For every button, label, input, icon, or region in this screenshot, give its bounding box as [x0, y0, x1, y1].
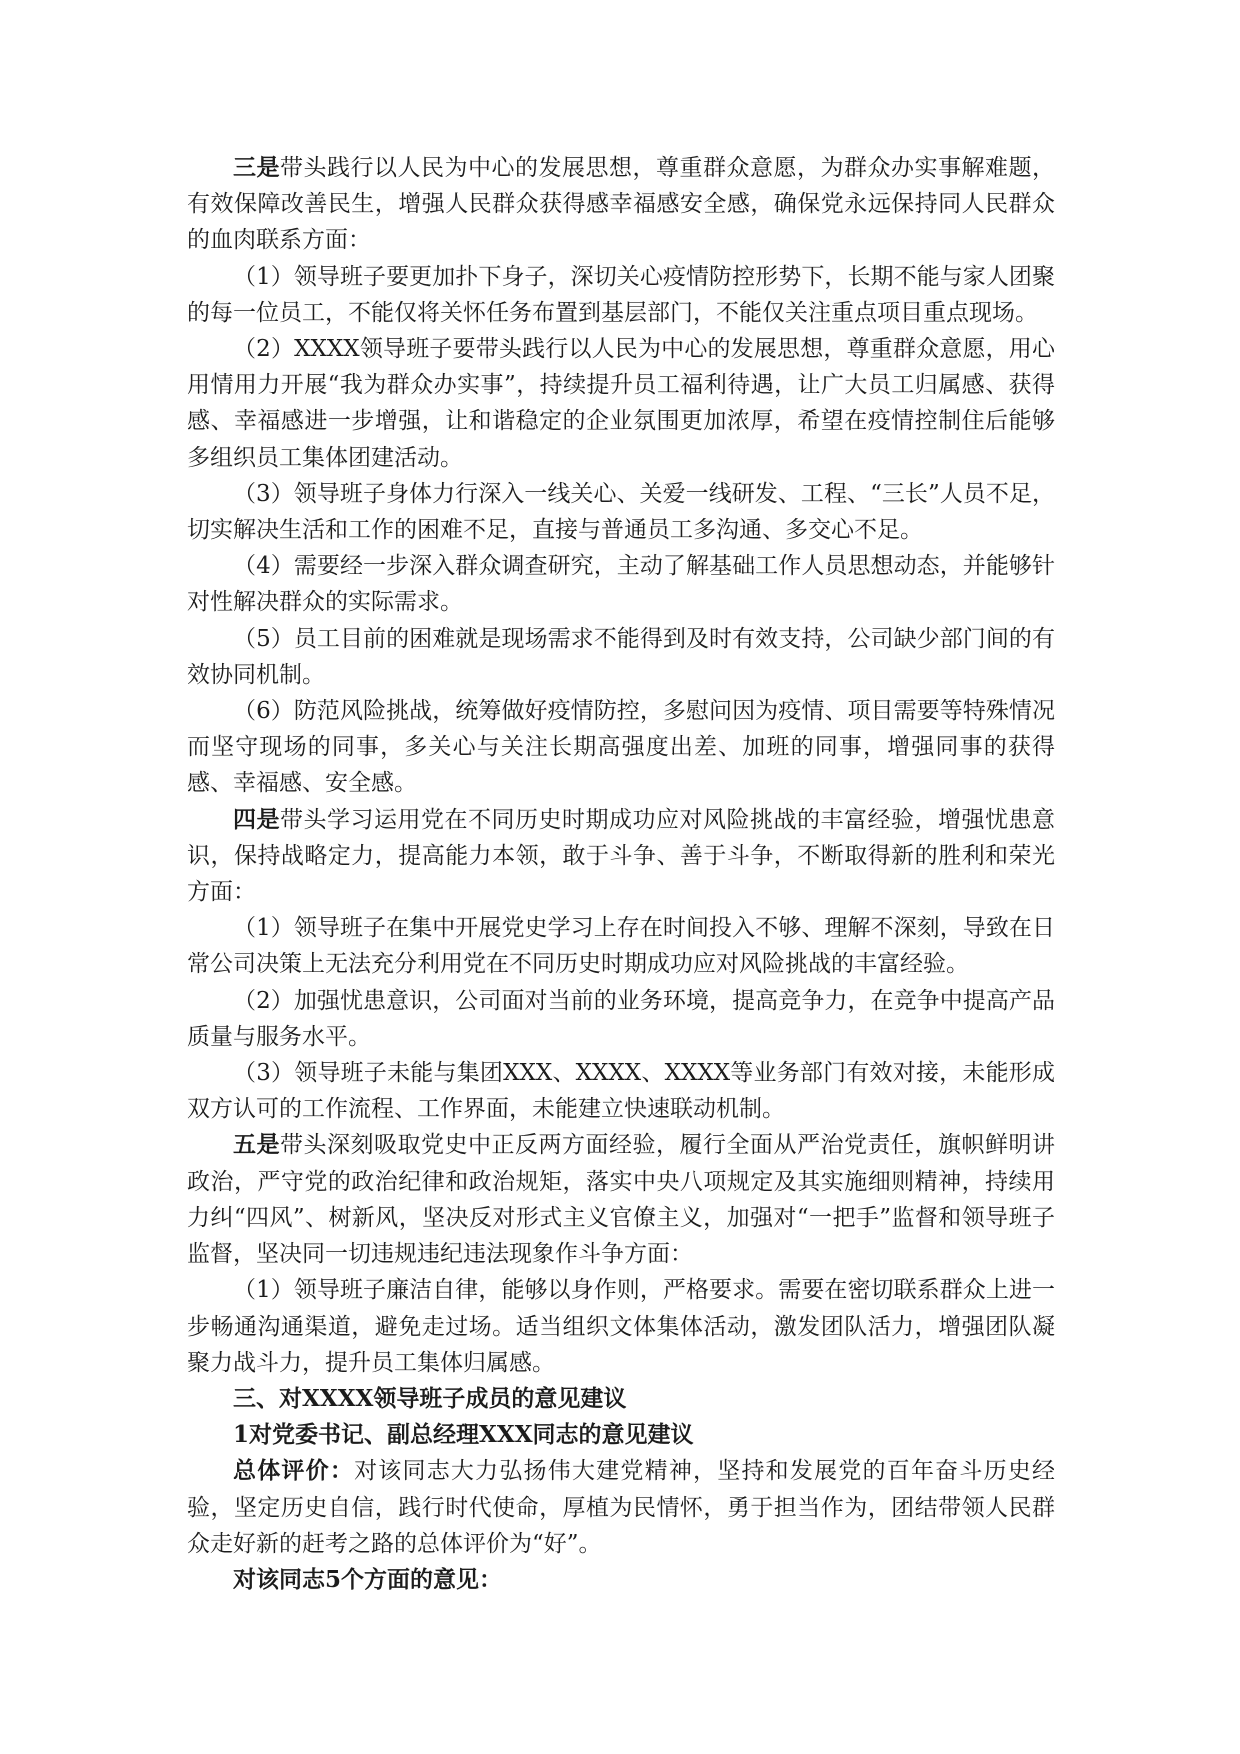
paragraph-item — [187, 1272, 1055, 1381]
paragraph-text: 带头践行以人民为中心的发展思想，尊重群众意愿，为群众办实事解难题，有效保障改善民生，增强人民群众获得感幸福感安全感，确保党永远保持同人民群众的血肉联系方面： — [187, 155, 1055, 254]
paragraph-item — [187, 621, 1055, 693]
paragraph-point-three — [187, 150, 1055, 259]
paragraph-text: （1）领导班子在集中开展党史学习上存在时间投入不够、理解不深刻，导致在日常公司决策上无法充分利用党在不同历史时期成功应对风险挑战的丰富经验。 — [187, 915, 1055, 978]
paragraph-text: 带头学习运用党在不同历史时期成功应对风险挑战的丰富经验，增强忧患意识，保持战略定力，提高能力本领，敢于斗争、善于斗争，不断取得新的胜利和荣光方面： — [187, 806, 1055, 906]
paragraph-item — [187, 910, 1055, 982]
section-heading: 三、对XXXX领导班子成员的意见建议 — [233, 1384, 627, 1412]
closing-heading: 对该同志5个方面的意见： — [233, 1565, 503, 1593]
paragraph-lead: 四是 — [233, 805, 280, 833]
paragraph-item — [187, 548, 1055, 620]
paragraph-text: （3）领导班子身体力行深入一线关心、关爱一线研发、工程、“三长”人员不足，切实解决生活和工作的困难不足，直接与普通员工多沟通、多交心不足。 — [187, 480, 1055, 544]
paragraph-item — [187, 331, 1055, 476]
paragraph-item — [187, 476, 1055, 548]
paragraph-text: （3）领导班子未能与集团XXX、XXXX、XXXX等业务部门有效对接，未能形成双方认可的工作流程、工作界面，未能建立快速联动机制。 — [187, 1060, 1055, 1123]
paragraph-item — [187, 1055, 1055, 1127]
evaluation-lead: 总体评价： — [233, 1457, 355, 1485]
evaluation-text: 对该同志大力弘扬伟大建党精神，坚持和发展党的百年奋斗历史经验，坚定历史自信，践行时代使命，厚植为民情怀，勇于担当作为，团结带领人民群众走好新的赶考之路的总体评价为“好”。 — [187, 1458, 1056, 1557]
paragraph-text: （4）需要经一步深入群众调查研究，主动了解基础工作人员思想动态，并能够针对性解决群众的实际需求。 — [187, 553, 1055, 616]
paragraph-item — [187, 259, 1055, 331]
paragraph-text: （6）防范风险挑战，统筹做好疫情防控，多慰问因为疫情、项目需要等特殊情况而坚守现场的同事，多关心与关注长期高强度出差、加班的同事，增强同事的获得感、幸福感、安全感。 — [187, 698, 1055, 797]
paragraph-point-four — [187, 802, 1055, 911]
paragraph-lead: 五是 — [233, 1131, 280, 1159]
sub-heading: 1对党委书记、副总经理XXX同志的意见建议 — [233, 1421, 694, 1449]
paragraph-item — [187, 983, 1055, 1055]
evaluation-paragraph — [187, 1453, 1055, 1562]
paragraph-text: （1）领导班子要更加扑下身子，深切关心疫情防控形势下，长期不能与家人团聚的每一位员工，不能仅将关怀任务布置到基层部门，不能仅关注重点项目重点现场。 — [187, 263, 1055, 326]
paragraph-text: （1）领导班子廉洁自律，能够以身作则，严格要求。需要在密切联系群众上进一步畅通沟通渠道，避免走过场。适当组织文体集体活动，激发团队活力，增强团队凝聚力战斗力，提升员工集体归属感。 — [187, 1277, 1055, 1376]
paragraph-lead: 三是 — [233, 154, 280, 181]
paragraph-point-five — [187, 1127, 1055, 1272]
document-page — [187, 150, 1055, 1598]
paragraph-text: （5）员工目前的困难就是现场需求不能得到及时有效支持，公司缺少部门间的有效协同机制。 — [187, 625, 1055, 688]
paragraph-text: （2）XXXX领导班子要带头践行以人民为中心的发展思想，尊重群众意愿，用心用情用力开展“我为群众办实事”，持续提升员工福利待遇，让广大员工归属感、获得感、幸福感进一步增强，让和谐稳定的企业氛围更加浓厚，希望在疫情控制住后能够多组织员工集体团建活动。 — [187, 336, 1055, 471]
paragraph-text: 带头深刻吸取党史中正反两方面经验，履行全面从严治党责任，旗帜鲜明讲政治，严守党的政治纪律和政治规矩，落实中央八项规定及其实施细则精神，持续用力纠“四风”、树新风，坚决反对形式主义官僚主义，加强对“一把手”监督和领导班子监督，坚决同一切违规违纪违法现象作斗争方面： — [187, 1132, 1055, 1268]
paragraph-item — [187, 693, 1055, 802]
paragraph-text: （2）加强忧患意识，公司面对当前的业务环境，提高竞争力，在竞争中提高产品质量与服务水平。 — [187, 987, 1055, 1050]
